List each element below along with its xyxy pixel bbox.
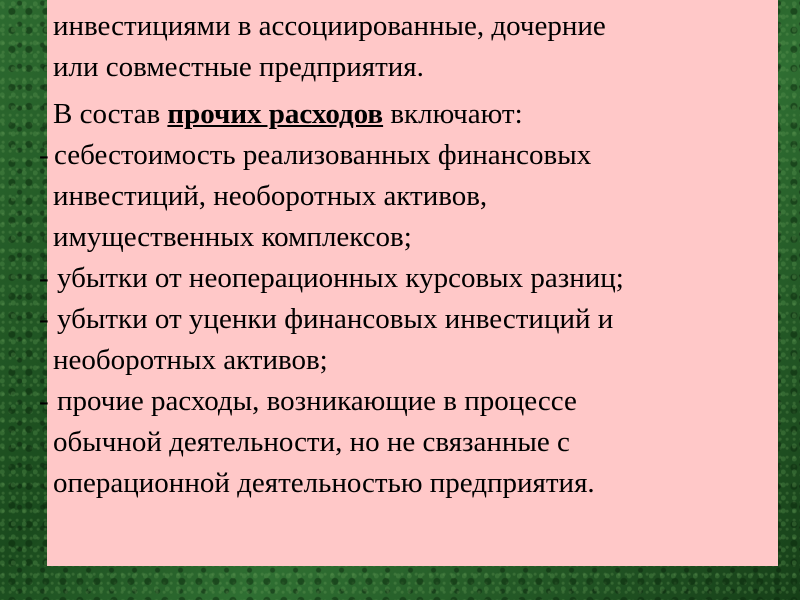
text-line: [47, 422, 778, 463]
list-item-text: убытки от неоперационных курсовых разниц;: [57, 262, 624, 294]
text-line: [47, 6, 778, 47]
text-line-content: операционной деятельностью предприятия.: [53, 467, 595, 499]
slide-text-body: [39, 6, 778, 504]
list-dash: -: [39, 139, 49, 171]
list-item-text: убытки от уценки финансовых инвестиций и: [57, 303, 614, 335]
list-item: [39, 258, 778, 299]
list-item: [39, 381, 778, 422]
list-item: [39, 135, 778, 176]
heading-emphasis: прочих расходов: [167, 98, 384, 130]
list-dash: -: [39, 385, 49, 417]
section-heading-line: [47, 94, 778, 135]
text-line-content: инвестициями в ассоциированные, дочерние: [53, 10, 606, 42]
list-item-text: себестоимость реализованных финансовых: [54, 139, 592, 171]
list-item-text: прочие расходы, возникающие в процессе: [57, 385, 577, 417]
slide-panel: [39, 0, 778, 566]
text-line: [47, 217, 778, 258]
text-line-content: имущественных комплексов;: [53, 221, 412, 253]
text-line-content: обычной деятельности, но не связанные с: [53, 426, 570, 458]
text-line-content: или совместные предприятия.: [53, 51, 424, 83]
list-dash: -: [39, 303, 49, 335]
section-heading: [53, 94, 523, 135]
text-line: [47, 176, 778, 217]
heading-prefix: В состав: [53, 98, 168, 130]
heading-suffix: включают:: [383, 98, 523, 130]
text-line-content: необоротных активов;: [53, 344, 328, 376]
text-line: [47, 47, 778, 88]
list-item: [39, 299, 778, 340]
text-line: [47, 340, 778, 381]
text-line: [47, 463, 778, 504]
text-line-content: инвестиций, необоротных активов,: [53, 180, 488, 212]
list-dash: -: [39, 262, 49, 294]
